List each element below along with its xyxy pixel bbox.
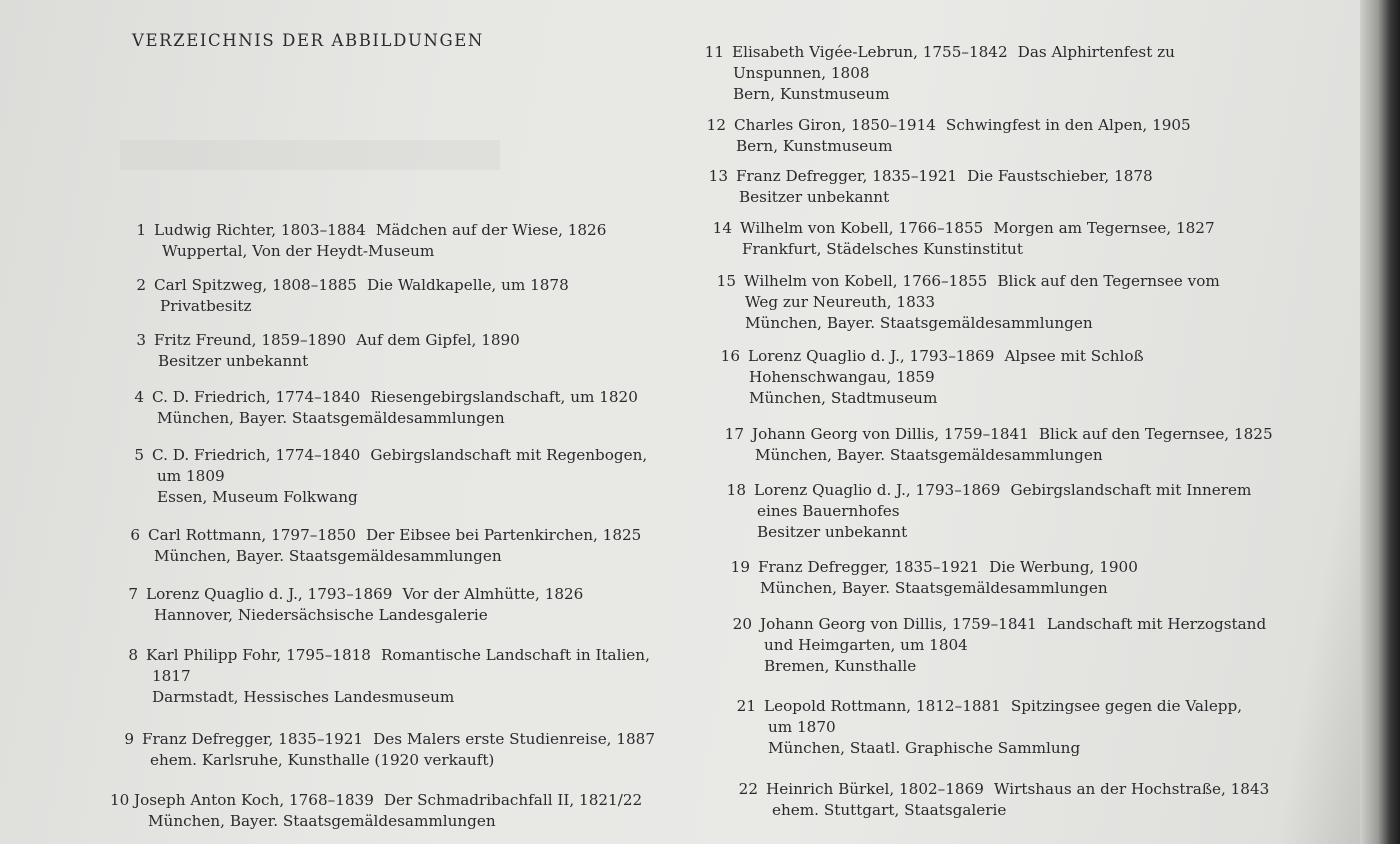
entry-detail-line: um 1870	[768, 718, 836, 736]
entry-detail-line: Besitzer unbekannt	[757, 523, 908, 541]
artist-name: Franz Defregger, 1835–1921	[758, 558, 980, 576]
figure-number: 7	[128, 585, 138, 603]
artwork-title: Die Werbung, 1900	[989, 558, 1138, 576]
entry-detail-line: Privatbesitz	[160, 297, 252, 315]
artist-name: Leopold Rottmann, 1812–1881	[764, 697, 1001, 715]
figure-number: 6	[130, 526, 140, 544]
entry-detail-line: eines Bauernhofes	[757, 502, 900, 520]
entry-detail-line: München, Staatl. Graphische Sammlung	[768, 739, 1081, 757]
figure-entry-21	[732, 696, 1242, 759]
artist-name: Franz Defregger, 1835–1921	[142, 730, 364, 748]
artwork-title: Der Schmadribachfall II, 1821/22	[383, 791, 643, 809]
figure-entry-4	[128, 387, 638, 429]
artwork-title: Landschaft mit Herzogstand	[1046, 615, 1267, 633]
figure-number: 12	[706, 116, 726, 134]
artist-name: C. D. Friedrich, 1774–1840	[152, 388, 361, 406]
artwork-title: Blick auf den Tegernsee, 1825	[1038, 425, 1273, 443]
entry-detail-line: Essen, Museum Folkwang	[157, 488, 358, 506]
figure-number: 5	[134, 446, 144, 464]
artwork-title: Mädchen auf der Wiese, 1826	[375, 221, 607, 239]
artwork-title: Der Eibsee bei Partenkirchen, 1825	[365, 526, 642, 544]
figure-entry-6	[124, 525, 641, 567]
artwork-title: Alpsee mit Schloß	[1004, 347, 1144, 365]
figure-entry-9	[118, 729, 655, 771]
artist-name: Carl Rottmann, 1797–1850	[148, 526, 356, 544]
artwork-title: Schwingfest in den Alpen, 1905	[945, 116, 1191, 134]
artist-name: Heinrich Bürkel, 1802–1869	[766, 780, 984, 798]
figure-number: 2	[136, 276, 146, 294]
entry-detail-line: Unspunnen, 1808	[733, 64, 870, 82]
figure-entry-7	[122, 584, 583, 626]
figure-entry-18	[722, 480, 1251, 543]
artist-name: Ludwig Richter, 1803–1884	[154, 221, 366, 239]
figure-number: 15	[716, 272, 736, 290]
figure-number: 14	[712, 219, 732, 237]
entry-detail-line: München, Bayer. Staatsgemäldesammlungen	[745, 314, 1093, 332]
artwork-title: Die Waldkapelle, um 1878	[366, 276, 569, 294]
figure-number: 1	[136, 221, 146, 239]
entry-detail-line: Frankfurt, Städelsches Kunstinstitut	[742, 240, 1023, 258]
entry-detail-line: München, Bayer. Staatsgemäldesammlungen	[760, 579, 1108, 597]
entry-detail-line: München, Bayer. Staatsgemäldesammlungen	[154, 547, 502, 565]
entry-detail-line: ehem. Karlsruhe, Kunsthalle (1920 verkauft)	[150, 751, 495, 769]
artwork-title: Romantische Landschaft in Italien,	[380, 646, 650, 664]
entry-detail-line: München, Bayer. Staatsgemäldesammlungen	[157, 409, 505, 427]
figure-number: 16	[720, 347, 740, 365]
artist-name: Johann Georg von Dillis, 1759–1841	[760, 615, 1037, 633]
artwork-title: Gebirgslandschaft mit Innerem	[1010, 481, 1252, 499]
entry-detail-line: Bremen, Kunsthalle	[764, 657, 917, 675]
figure-entry-14	[708, 218, 1215, 260]
entry-detail-line: Hohenschwangau, 1859	[749, 368, 935, 386]
artist-name: Lorenz Quaglio d. J., 1793–1869	[754, 481, 1001, 499]
page-shadow	[120, 140, 500, 170]
entry-detail-line: München, Stadtmuseum	[749, 389, 938, 407]
figure-entry-17	[720, 424, 1273, 466]
figure-number: 9	[124, 730, 134, 748]
entry-detail-line: und Heimgarten, um 1804	[764, 636, 968, 654]
entry-detail-line: München, Bayer. Staatsgemäldesammlungen	[148, 812, 496, 830]
figure-entry-19	[726, 557, 1138, 599]
figure-number: 20	[732, 615, 752, 633]
figure-entry-15	[712, 271, 1220, 334]
figure-entry-3	[130, 330, 520, 372]
figure-number: 21	[736, 697, 756, 715]
artist-name: Karl Philipp Fohr, 1795–1818	[146, 646, 371, 664]
figure-entry-5	[128, 445, 647, 508]
artist-name: C. D. Friedrich, 1774–1840	[152, 446, 361, 464]
artwork-title: Des Malers erste Studienreise, 1887	[373, 730, 655, 748]
figure-entry-13	[704, 166, 1153, 208]
figure-number: 10	[110, 791, 130, 809]
figure-number: 19	[730, 558, 750, 576]
figure-number: 11	[704, 43, 724, 61]
entry-detail-line: München, Bayer. Staatsgemäldesammlungen	[755, 446, 1103, 464]
artwork-title: Gebirgslandschaft mit Regenbogen,	[370, 446, 648, 464]
entry-detail-line: Bern, Kunstmuseum	[736, 137, 893, 155]
entry-detail-line: Bern, Kunstmuseum	[733, 85, 890, 103]
entry-detail-line: um 1809	[157, 467, 225, 485]
figure-number: 8	[128, 646, 138, 664]
entry-detail-line: Hannover, Niedersächsische Landesgalerie	[154, 606, 488, 624]
figure-entry-11	[700, 42, 1175, 105]
figure-entry-10	[110, 790, 642, 832]
artwork-title: Spitzingsee gegen die Valepp,	[1010, 697, 1243, 715]
figure-entry-2	[130, 275, 569, 317]
figure-number: 18	[726, 481, 746, 499]
artist-name: Elisabeth Vigée-Lebrun, 1755–1842	[732, 43, 1008, 61]
artwork-title: Vor der Almhütte, 1826	[402, 585, 584, 603]
figure-number: 17	[724, 425, 744, 443]
figure-number: 3	[136, 331, 146, 349]
entry-detail-line: Wuppertal, Von der Heydt-Museum	[162, 242, 435, 260]
page-heading: VERZEICHNIS DER ABBILDUNGEN	[132, 31, 484, 50]
artist-name: Fritz Freund, 1859–1890	[154, 331, 347, 349]
artist-name: Johann Georg von Dillis, 1759–1841	[752, 425, 1029, 443]
artist-name: Joseph Anton Koch, 1768–1839	[134, 791, 374, 809]
figure-entry-8	[122, 645, 650, 708]
figure-entry-16	[716, 346, 1144, 409]
figure-number: 13	[708, 167, 728, 185]
entry-detail-line: Weg zur Neureuth, 1833	[745, 293, 936, 311]
artwork-title: Riesengebirgslandschaft, um 1820	[370, 388, 638, 406]
figure-entry-12	[702, 115, 1191, 157]
artist-name: Carl Spitzweg, 1808–1885	[154, 276, 357, 294]
entry-detail-line: ehem. Stuttgart, Staatsgalerie	[772, 801, 1007, 819]
figure-entry-20	[728, 614, 1266, 677]
artwork-title: Die Faustschieber, 1878	[967, 167, 1153, 185]
entry-detail-line: Besitzer unbekannt	[158, 352, 309, 370]
artist-name: Wilhelm von Kobell, 1766–1855	[740, 219, 984, 237]
artwork-title: Auf dem Gipfel, 1890	[356, 331, 520, 349]
artwork-title: Wirtshaus an der Hochstraße, 1843	[993, 780, 1270, 798]
artwork-title: Morgen am Tegernsee, 1827	[993, 219, 1215, 237]
artist-name: Wilhelm von Kobell, 1766–1855	[744, 272, 988, 290]
book-page-edge	[1360, 0, 1400, 844]
figure-entry-1	[130, 220, 606, 262]
artwork-title: Das Alphirtenfest zu	[1017, 43, 1175, 61]
entry-detail-line: Darmstadt, Hessisches Landesmuseum	[152, 688, 455, 706]
entry-detail-line: 1817	[152, 667, 191, 685]
figure-number: 22	[738, 780, 758, 798]
entry-detail-line: Besitzer unbekannt	[739, 188, 890, 206]
figure-number: 4	[134, 388, 144, 406]
artist-name: Franz Defregger, 1835–1921	[736, 167, 958, 185]
artist-name: Charles Giron, 1850–1914	[734, 116, 936, 134]
artist-name: Lorenz Quaglio d. J., 1793–1869	[146, 585, 393, 603]
artwork-title: Blick auf den Tegernsee vom	[997, 272, 1220, 290]
artist-name: Lorenz Quaglio d. J., 1793–1869	[748, 347, 995, 365]
figure-entry-22	[734, 779, 1269, 821]
